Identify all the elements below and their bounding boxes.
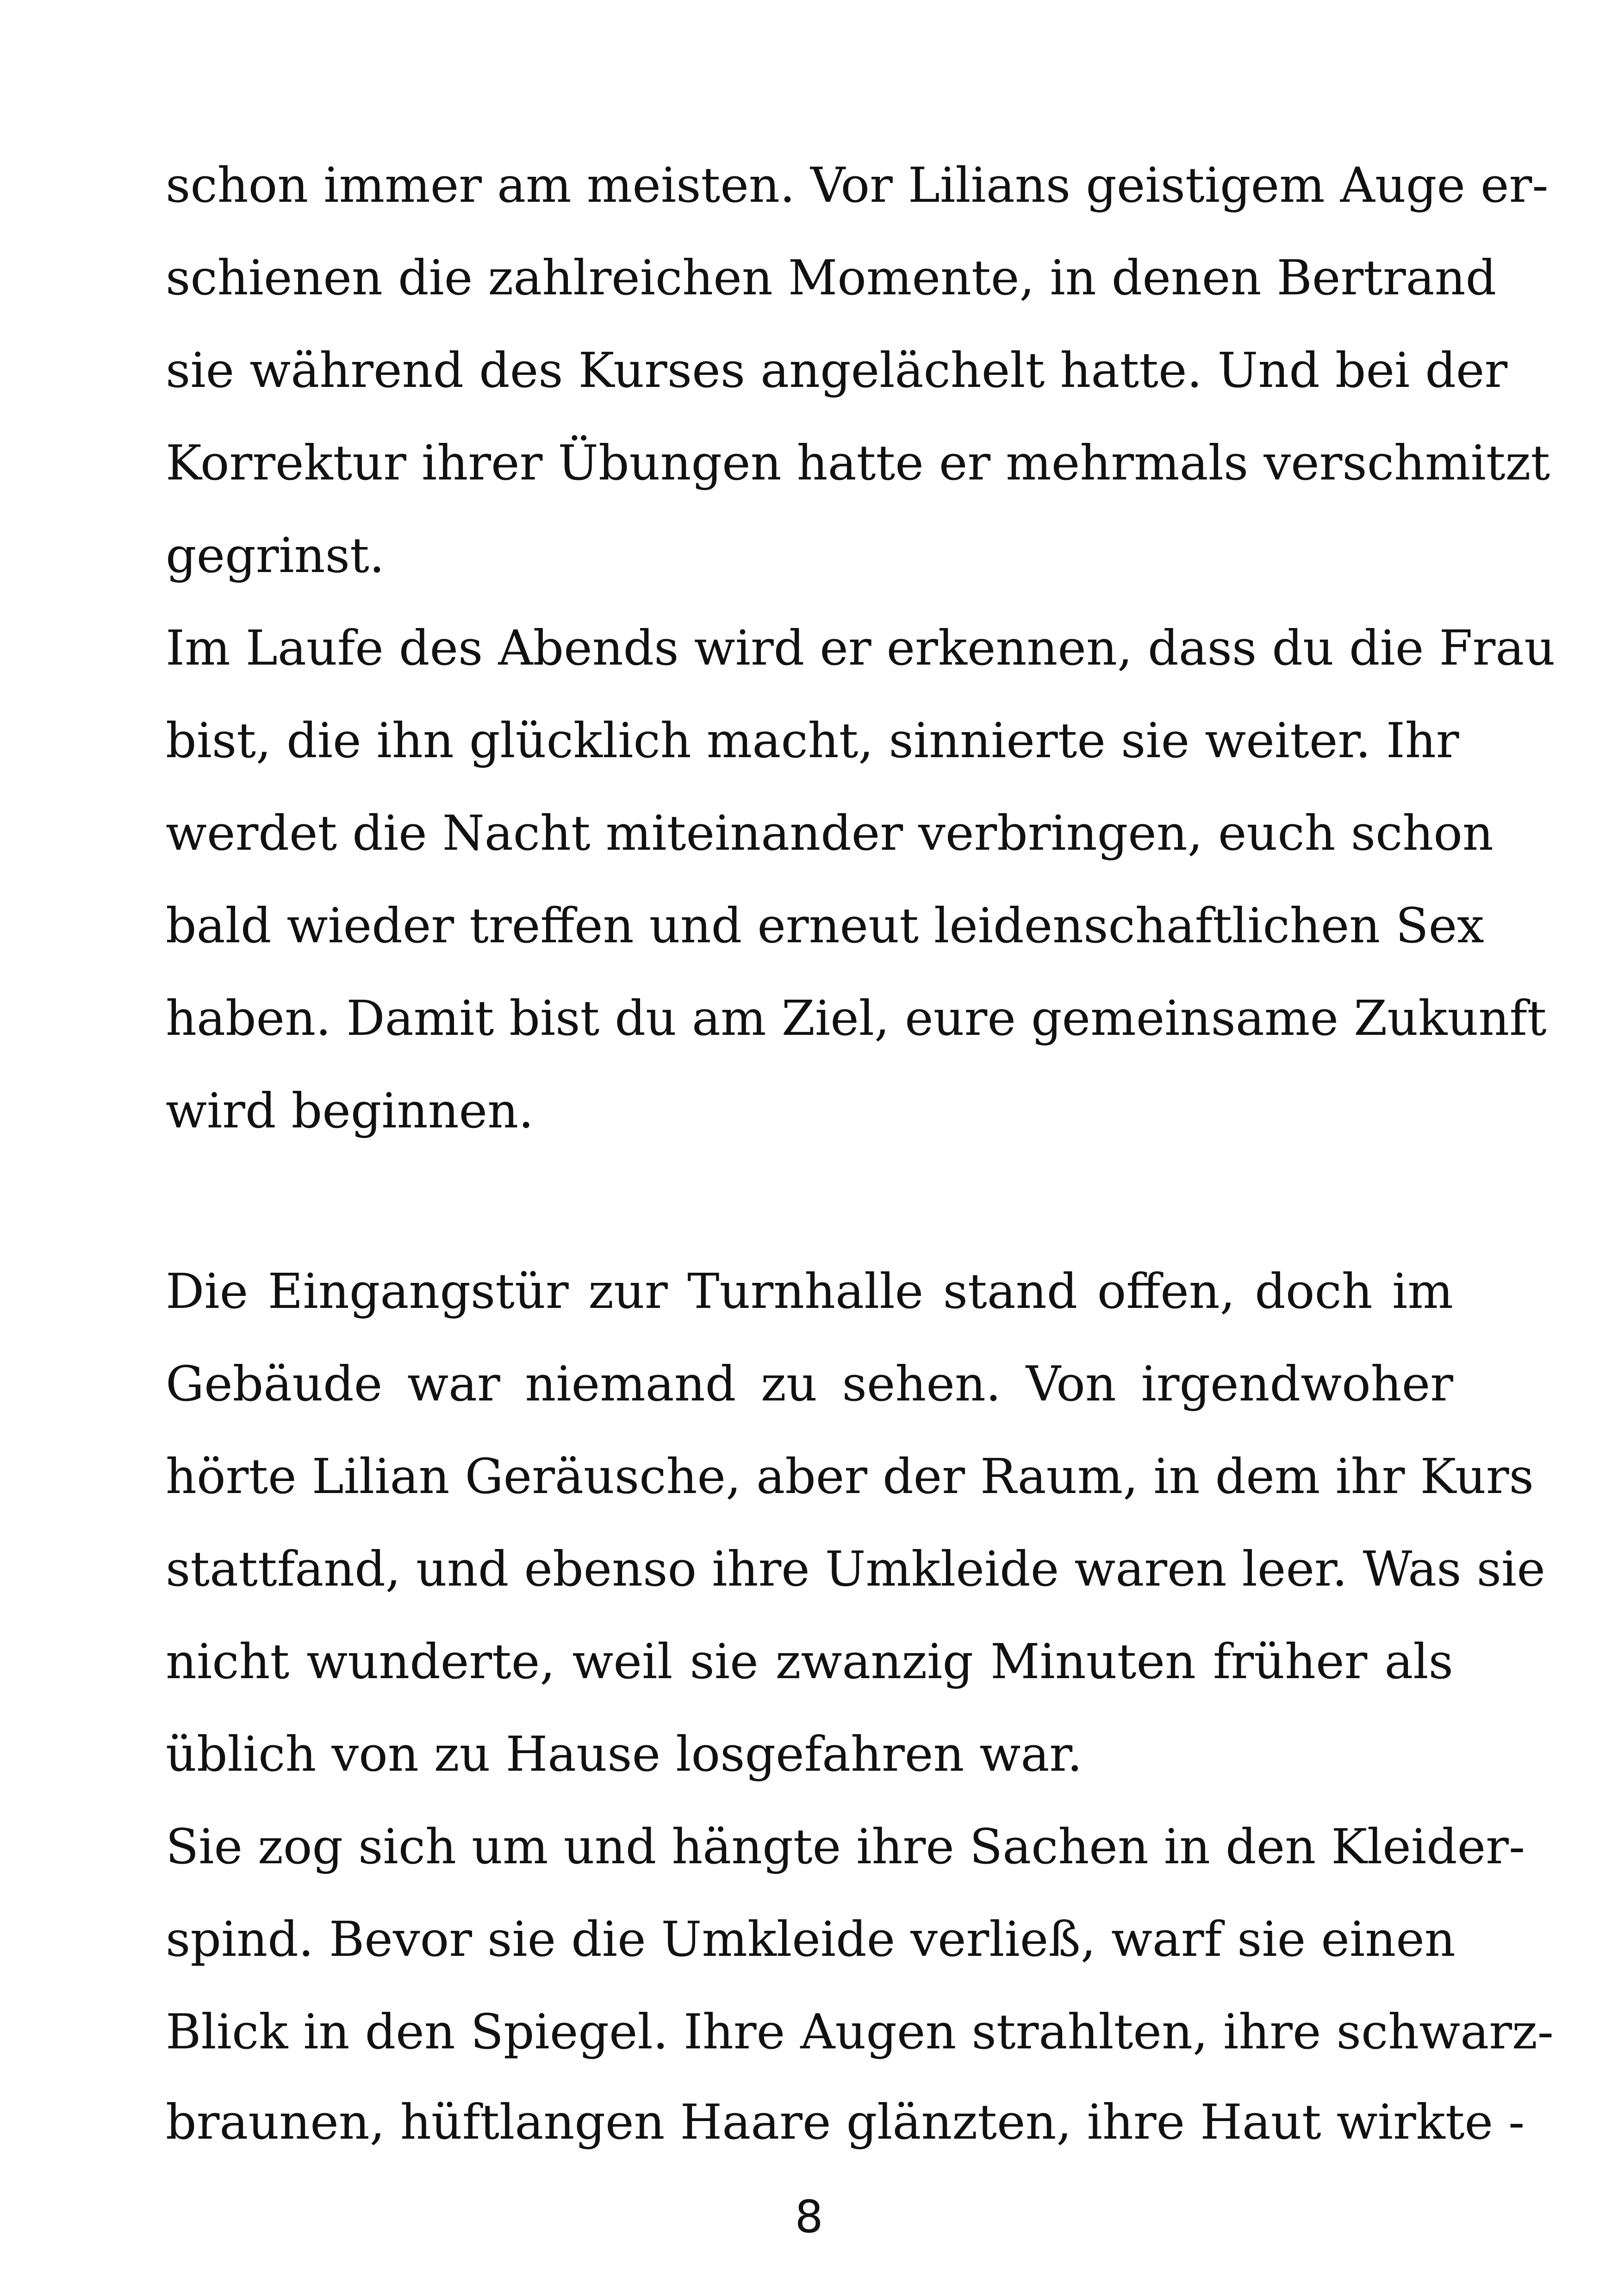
text-line: bist, die ihn glücklich macht, sinnierte sie weiter. Ihr [166,712,1459,769]
text-line: schienen die zahlreichen Momente, in denen Bertrand [166,249,1497,306]
text-line: werdet die Nacht miteinander verbringen, euch schon [166,805,1494,861]
text-line: schon immer am meisten. Vor Lilians geistigem Auge er- [166,157,1549,213]
text-line: Korrektur ihrer Übungen hatte er mehrmals verschmitzt [166,435,1550,491]
text-line: hörte Lilian Geräusche, aber der Raum, in dem ihr Kurs [166,1448,1534,1505]
text-line: Gebäude war niemand zu sehen. Von irgendwoher [166,1356,1453,1412]
text-line: nicht wunderte, weil sie zwanzig Minuten früher als [166,1633,1453,1690]
text-line: bald wieder treffen und erneut leidenschaftlichen Sex [166,897,1484,954]
text-line: haben. Damit bist du am Ziel, eure gemeinsame Zukunft [166,990,1547,1046]
text-line: stattfand, und ebenso ihre Umkleide waren leer. Was sie [166,1541,1545,1597]
text-line: Blick in den Spiegel. Ihre Augen strahlten, ihre schwarz- [166,2004,1554,2060]
text-line: wird beginnen. [166,1083,534,1139]
text-line: spind. Bevor sie die Umkleide verließ, warf sie einen [166,1911,1456,1967]
text-line: sie während des Kurses angelächelt hatte. Und bei der [166,342,1508,398]
text-line: gegrinst. [166,527,385,584]
text-line: Im Laufe des Abends wird er erkennen, dass du die Frau [166,620,1556,676]
text-line: Sie zog sich um und hängte ihre Sachen in den Kleider- [166,1818,1525,1875]
text-line: üblich von zu Hause losgefahren war. [166,1726,1083,1782]
page-number: 8 [795,2191,823,2243]
text-line: Die Eingangstür zur Turnhalle stand offen, doch im [166,1263,1453,1319]
text-line: braunen, hüftlangen Haare glänzten, ihre Haut wirkte - [166,2094,1525,2150]
